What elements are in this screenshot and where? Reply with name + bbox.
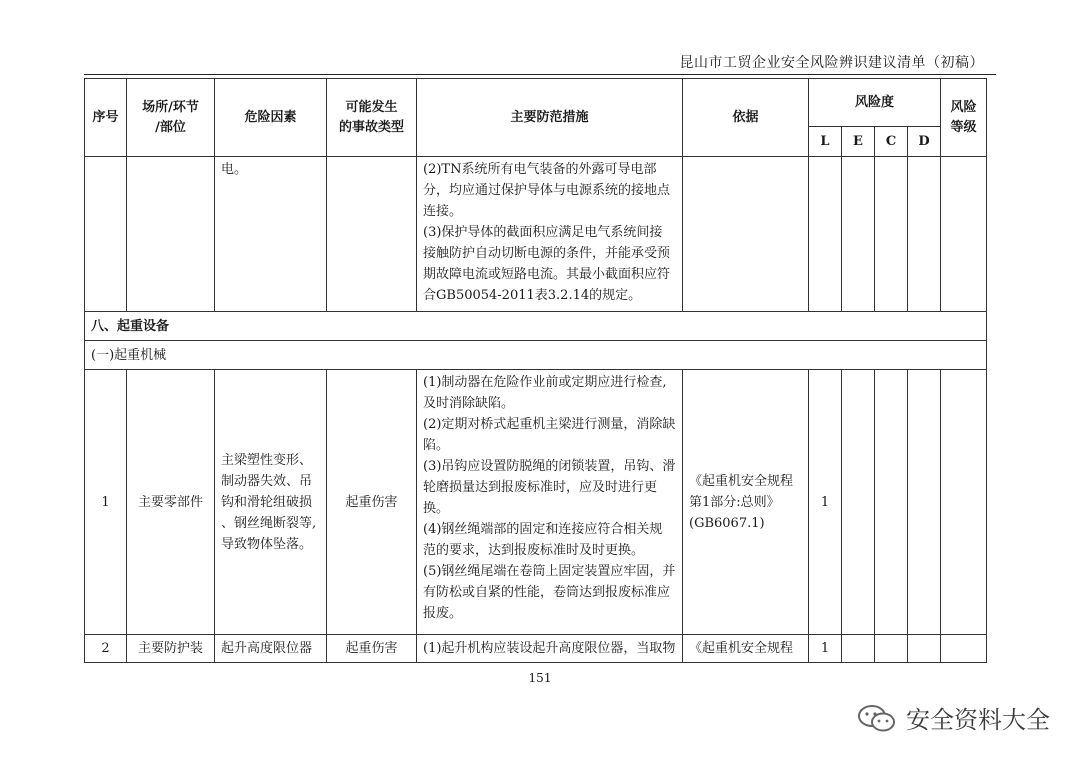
watermark <box>856 700 1050 735</box>
col-header-risk: 风险度 <box>809 79 941 127</box>
cell-hazard <box>215 370 327 635</box>
col-header-location-line1: 场所/环节 <box>142 99 199 115</box>
col-header-basis: 依据 <box>683 79 809 157</box>
measure-line: (4)钢丝绳端部的固定和连接应符合相关规 <box>423 522 663 537</box>
col-header-E: E <box>842 127 875 157</box>
cell-D <box>908 370 941 635</box>
col-header-measures: 主要防范措施 <box>417 79 683 157</box>
cell-location: 主要零部件 <box>127 370 215 635</box>
measure-line: (1)制动器在危险作业前或定期应进行检查, <box>423 375 667 390</box>
subsection-row <box>85 341 987 370</box>
cell-basis: 《起重机安全规程 <box>683 635 809 663</box>
table-row <box>85 370 987 635</box>
cell-location: 主要防护装 <box>127 635 215 663</box>
cell-L: 1 <box>809 370 842 635</box>
risk-table <box>84 78 987 663</box>
cell-accident: 起重伤害 <box>327 370 417 635</box>
measure-line: (3)保护导体的截面积应满足电气系统间接 <box>423 225 663 240</box>
cell-C <box>875 370 908 635</box>
table-row <box>85 635 987 663</box>
cell-C <box>875 157 908 312</box>
cell-basis <box>683 370 809 635</box>
cell-hazard: 起升高度限位器 <box>215 635 327 663</box>
measure-line: (2)TN系统所有电气装备的外露可导电部 <box>423 162 657 177</box>
cell-no: 2 <box>85 635 127 663</box>
cell-level <box>941 635 987 663</box>
page-number: 151 <box>528 671 552 685</box>
hazard-line: 、钢丝绳断裂等, <box>221 515 317 531</box>
cell-level <box>941 157 987 312</box>
hazard-line: 主梁塑性变形、 <box>221 452 313 468</box>
basis-line: (GB6067.1) <box>689 515 765 531</box>
measure-line: (2)定期对桥式起重机主梁进行测量，消除缺 <box>423 417 676 432</box>
cell-E <box>842 370 875 635</box>
cell-E <box>842 157 875 312</box>
cell-L <box>809 157 842 312</box>
measure-line: 换。 <box>423 501 450 516</box>
col-header-level-line2: 等级 <box>950 119 977 135</box>
watermark-text: 安全资料大全 <box>906 706 1050 734</box>
cell-level <box>941 370 987 635</box>
cell-location <box>127 157 215 312</box>
section-title: 八、起重设备 <box>85 312 987 341</box>
col-header-level <box>941 79 987 157</box>
measure-line: 范的要求，达到报废标准时及时更换。 <box>423 543 645 558</box>
col-header-C: C <box>875 127 908 157</box>
measure-line: (5)钢丝绳尾端在卷筒上固定装置应牢固，并 <box>423 564 676 579</box>
col-header-no: 序号 <box>85 79 127 157</box>
col-header-accident <box>327 79 417 157</box>
cell-D <box>908 635 941 663</box>
basis-line: 第1部分:总则》 <box>689 494 780 510</box>
cell-measures <box>417 157 683 312</box>
hazard-line: 制动器失效、吊 <box>221 473 313 489</box>
col-header-location-line2: /部位 <box>155 119 186 135</box>
measure-line: 接触防护自动切断电源的条件，并能承受预 <box>423 246 671 261</box>
cell-accident <box>327 157 417 312</box>
cell-no: 1 <box>85 370 127 635</box>
measure-line: 轮磨损量达到报废标准时，应及时进行更 <box>423 480 658 495</box>
hazard-line: 钩和滑轮组破损 <box>221 494 313 510</box>
document-header-title: 昆山市工贸企业安全风险辨识建议清单（初稿） <box>679 55 984 71</box>
cell-measures <box>417 370 683 635</box>
cell-basis <box>683 157 809 312</box>
wechat-logo-icon <box>856 703 898 733</box>
col-header-accident-line1: 可能发生 <box>345 99 398 115</box>
header-rule <box>84 74 996 75</box>
measure-line: 连接。 <box>423 204 463 219</box>
cell-L: 1 <box>809 635 842 663</box>
measure-line: 及时消除缺陷。 <box>423 396 515 411</box>
cell-no <box>85 157 127 312</box>
hazard-line: 导致物体坠落。 <box>221 536 313 552</box>
cell-measures: (1)起升机构应装设起升高度限位器，当取物 <box>417 635 683 663</box>
subsection-title: (一)起重机械 <box>85 341 987 370</box>
col-header-D: D <box>908 127 941 157</box>
measure-line: 有防松或自紧的性能，卷筒达到报废标准应 <box>423 585 671 600</box>
cell-D <box>908 157 941 312</box>
measure-line: 报废。 <box>423 606 463 621</box>
col-header-hazard: 危险因素 <box>215 79 327 157</box>
table-header <box>85 79 987 157</box>
cell-C <box>875 635 908 663</box>
measure-line: 分，均应通过保护导体与电源系统的接地点 <box>423 183 671 198</box>
cell-E <box>842 635 875 663</box>
measure-line: (3)吊钩应设置防脱绳的闭锁装置，吊钩、滑 <box>423 459 676 474</box>
measure-line: 期故障电流或短路电流。其最小截面积应符 <box>423 267 671 282</box>
section-row <box>85 312 987 341</box>
cell-hazard: 电。 <box>215 157 327 312</box>
cell-accident: 起重伤害 <box>327 635 417 663</box>
col-header-level-line1: 风险 <box>950 99 977 115</box>
col-header-location <box>127 79 215 157</box>
basis-line: 《起重机安全规程 <box>689 473 794 489</box>
table-row-continuation <box>85 157 987 312</box>
measure-line: 合GB50054-2011表3.2.14的规定。 <box>423 288 642 303</box>
measure-line: 陷。 <box>423 438 450 453</box>
col-header-L: L <box>809 127 842 157</box>
col-header-accident-line2: 的事故类型 <box>338 119 404 135</box>
